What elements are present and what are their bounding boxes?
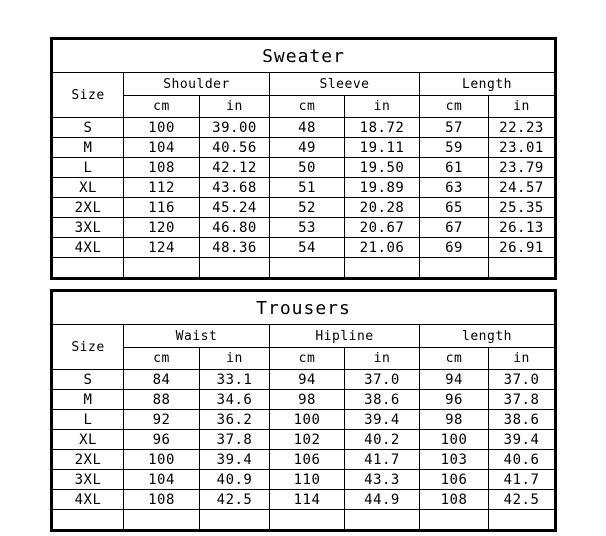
- table-row: [52, 470, 556, 490]
- table-row: [52, 238, 556, 258]
- table-row: [52, 430, 556, 450]
- cell-sleeve-cm: 50: [270, 158, 345, 178]
- cell-hipline-in: 44.9: [345, 490, 420, 510]
- cell-waist-in: 39.4: [200, 450, 270, 470]
- row-size-label: 2XL: [52, 450, 124, 470]
- table-row: [52, 450, 556, 470]
- sweater-title: Sweater: [52, 39, 556, 73]
- trousers-unit-hipline-in: in: [345, 348, 420, 370]
- cell-hipline-in: 39.4: [345, 410, 420, 430]
- cell-length-in: 24.57: [489, 178, 556, 198]
- sweater-unit-shoulder-in: in: [200, 96, 270, 118]
- cell-hipline-cm: 94: [270, 370, 345, 390]
- sweater-group-sleeve: Sleeve: [270, 73, 420, 96]
- cell-hipline-in: 43.3: [345, 470, 420, 490]
- trousers-group-header-row: [52, 325, 556, 348]
- cell-shoulder-cm: 120: [124, 218, 200, 238]
- trousers-unit-hipline-cm: cm: [270, 348, 345, 370]
- table-row: [52, 178, 556, 198]
- sweater-size-header: Size: [52, 73, 124, 118]
- cell-sleeve-cm: 53: [270, 218, 345, 238]
- cell-hipline-cm: 98: [270, 390, 345, 410]
- cell-length-in: 38.6: [489, 410, 556, 430]
- cell-length-in: 39.4: [489, 430, 556, 450]
- table-row: [52, 218, 556, 238]
- empty-cell: [52, 510, 124, 531]
- cell-waist-cm: 84: [124, 370, 200, 390]
- row-size-label: S: [52, 118, 124, 138]
- cell-length-cm: 96: [420, 390, 489, 410]
- row-size-label: 3XL: [52, 470, 124, 490]
- sweater-group-header-row: [52, 73, 556, 96]
- cell-hipline-cm: 106: [270, 450, 345, 470]
- trousers-group-length: length: [420, 325, 556, 348]
- cell-waist-in: 36.2: [200, 410, 270, 430]
- table-row: [52, 490, 556, 510]
- sweater-group-shoulder: Shoulder: [124, 73, 270, 96]
- empty-row: [52, 510, 556, 531]
- cell-length-cm: 59: [420, 138, 489, 158]
- cell-sleeve-in: 19.11: [345, 138, 420, 158]
- sweater-unit-sleeve-cm: cm: [270, 96, 345, 118]
- table-row: [52, 198, 556, 218]
- sweater-unit-shoulder-cm: cm: [124, 96, 200, 118]
- empty-cell: [345, 510, 420, 531]
- trousers-unit-length-cm: cm: [420, 348, 489, 370]
- empty-cell: [420, 510, 489, 531]
- empty-row: [52, 258, 556, 279]
- cell-hipline-cm: 114: [270, 490, 345, 510]
- cell-waist-cm: 100: [124, 450, 200, 470]
- cell-shoulder-cm: 108: [124, 158, 200, 178]
- empty-cell: [124, 510, 200, 531]
- cell-sleeve-cm: 51: [270, 178, 345, 198]
- cell-waist-in: 37.8: [200, 430, 270, 450]
- cell-waist-cm: 96: [124, 430, 200, 450]
- cell-length-in: 41.7: [489, 470, 556, 490]
- sweater-unit-length-in: in: [489, 96, 556, 118]
- row-size-label: M: [52, 390, 124, 410]
- cell-shoulder-in: 42.12: [200, 158, 270, 178]
- cell-waist-cm: 108: [124, 490, 200, 510]
- cell-sleeve-in: 18.72: [345, 118, 420, 138]
- cell-shoulder-cm: 112: [124, 178, 200, 198]
- row-size-label: 4XL: [52, 238, 124, 258]
- cell-sleeve-in: 20.28: [345, 198, 420, 218]
- row-size-label: 4XL: [52, 490, 124, 510]
- cell-sleeve-in: 21.06: [345, 238, 420, 258]
- sweater-unit-header-row: [52, 96, 556, 118]
- cell-shoulder-cm: 104: [124, 138, 200, 158]
- row-size-label: XL: [52, 178, 124, 198]
- empty-cell: [270, 510, 345, 531]
- trousers-unit-waist-cm: cm: [124, 348, 200, 370]
- trousers-group-waist: Waist: [124, 325, 270, 348]
- cell-sleeve-in: 19.89: [345, 178, 420, 198]
- sweater-title-row: [52, 39, 556, 73]
- cell-shoulder-in: 40.56: [200, 138, 270, 158]
- cell-length-in: 23.79: [489, 158, 556, 178]
- cell-waist-in: 40.9: [200, 470, 270, 490]
- cell-waist-in: 34.6: [200, 390, 270, 410]
- trousers-size-table: [50, 289, 557, 532]
- cell-length-cm: 67: [420, 218, 489, 238]
- cell-shoulder-in: 46.80: [200, 218, 270, 238]
- cell-shoulder-cm: 124: [124, 238, 200, 258]
- cell-hipline-cm: 110: [270, 470, 345, 490]
- cell-length-in: 22.23: [489, 118, 556, 138]
- cell-length-in: 23.01: [489, 138, 556, 158]
- cell-length-in: 25.35: [489, 198, 556, 218]
- cell-hipline-cm: 102: [270, 430, 345, 450]
- sweater-group-length: Length: [420, 73, 556, 96]
- empty-cell: [270, 258, 345, 279]
- row-size-label: 3XL: [52, 218, 124, 238]
- trousers-title-row: [52, 291, 556, 325]
- cell-length-cm: 103: [420, 450, 489, 470]
- table-row: [52, 138, 556, 158]
- cell-length-in: 26.13: [489, 218, 556, 238]
- cell-length-cm: 61: [420, 158, 489, 178]
- cell-waist-cm: 104: [124, 470, 200, 490]
- cell-shoulder-in: 48.36: [200, 238, 270, 258]
- cell-hipline-in: 38.6: [345, 390, 420, 410]
- sweater-unit-length-cm: cm: [420, 96, 489, 118]
- empty-cell: [420, 258, 489, 279]
- trousers-unit-waist-in: in: [200, 348, 270, 370]
- cell-length-in: 37.0: [489, 370, 556, 390]
- cell-sleeve-in: 19.50: [345, 158, 420, 178]
- cell-shoulder-in: 45.24: [200, 198, 270, 218]
- cell-hipline-in: 37.0: [345, 370, 420, 390]
- cell-sleeve-in: 20.67: [345, 218, 420, 238]
- empty-cell: [200, 510, 270, 531]
- cell-hipline-cm: 100: [270, 410, 345, 430]
- row-size-label: XL: [52, 430, 124, 450]
- trousers-group-hipline: Hipline: [270, 325, 420, 348]
- trousers-unit-header-row: [52, 348, 556, 370]
- empty-cell: [489, 258, 556, 279]
- trousers-size-header: Size: [52, 325, 124, 370]
- sweater-unit-sleeve-in: in: [345, 96, 420, 118]
- cell-sleeve-cm: 52: [270, 198, 345, 218]
- cell-hipline-in: 40.2: [345, 430, 420, 450]
- cell-shoulder-cm: 100: [124, 118, 200, 138]
- cell-sleeve-cm: 54: [270, 238, 345, 258]
- cell-length-in: 42.5: [489, 490, 556, 510]
- empty-cell: [52, 258, 124, 279]
- cell-shoulder-in: 43.68: [200, 178, 270, 198]
- cell-shoulder-cm: 116: [124, 198, 200, 218]
- table-row: [52, 118, 556, 138]
- row-size-label: S: [52, 370, 124, 390]
- cell-length-cm: 69: [420, 238, 489, 258]
- cell-length-in: 26.91: [489, 238, 556, 258]
- cell-length-cm: 57: [420, 118, 489, 138]
- empty-cell: [124, 258, 200, 279]
- cell-sleeve-cm: 48: [270, 118, 345, 138]
- trousers-title: Trousers: [52, 291, 556, 325]
- cell-length-in: 40.6: [489, 450, 556, 470]
- cell-waist-in: 33.1: [200, 370, 270, 390]
- empty-cell: [200, 258, 270, 279]
- cell-sleeve-cm: 49: [270, 138, 345, 158]
- row-size-label: L: [52, 158, 124, 178]
- sweater-size-table: [50, 37, 557, 280]
- cell-length-cm: 65: [420, 198, 489, 218]
- table-row: [52, 370, 556, 390]
- cell-length-cm: 94: [420, 370, 489, 390]
- row-size-label: 2XL: [52, 198, 124, 218]
- cell-hipline-in: 41.7: [345, 450, 420, 470]
- cell-length-in: 37.8: [489, 390, 556, 410]
- row-size-label: L: [52, 410, 124, 430]
- cell-waist-in: 42.5: [200, 490, 270, 510]
- empty-cell: [345, 258, 420, 279]
- cell-length-cm: 98: [420, 410, 489, 430]
- cell-length-cm: 100: [420, 430, 489, 450]
- cell-waist-cm: 92: [124, 410, 200, 430]
- table-row: [52, 390, 556, 410]
- cell-shoulder-in: 39.00: [200, 118, 270, 138]
- cell-length-cm: 63: [420, 178, 489, 198]
- table-row: [52, 410, 556, 430]
- table-row: [52, 158, 556, 178]
- row-size-label: M: [52, 138, 124, 158]
- trousers-unit-length-in: in: [489, 348, 556, 370]
- empty-cell: [489, 510, 556, 531]
- cell-length-cm: 108: [420, 490, 489, 510]
- cell-waist-cm: 88: [124, 390, 200, 410]
- cell-length-cm: 106: [420, 470, 489, 490]
